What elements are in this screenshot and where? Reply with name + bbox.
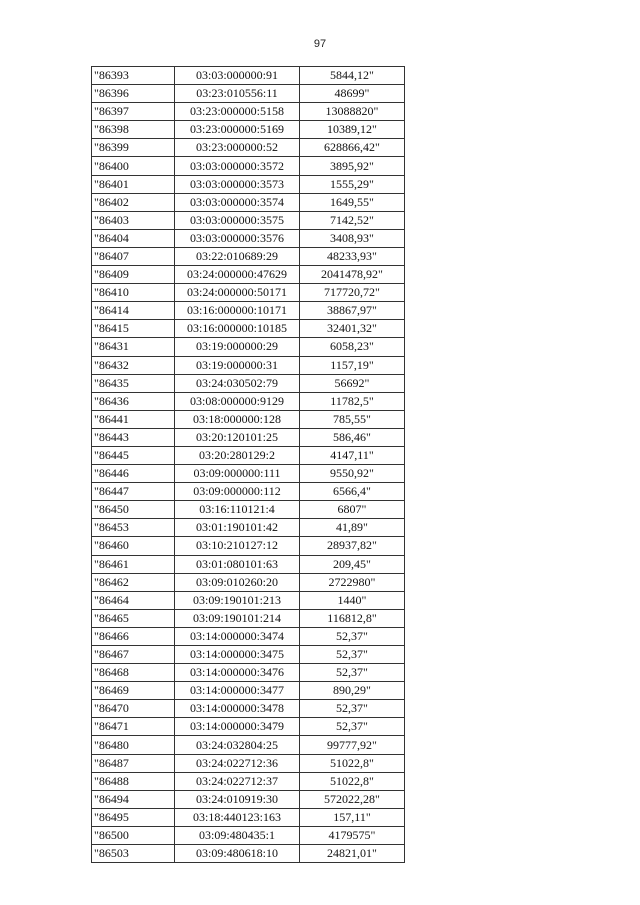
cadastral-number-cell: 03:09:000000:111 [175,465,300,483]
value-cell: 11782,5" [300,392,405,410]
table-row [92,808,405,826]
table-row [92,320,405,338]
cadastral-number-cell: 03:19:000000:31 [175,356,300,374]
record-id-cell: "86431 [92,338,175,356]
cadastral-number-cell: 03:03:000000:3572 [175,157,300,175]
table-row [92,302,405,320]
cadastral-number-cell: 03:23:000000:5169 [175,121,300,139]
value-cell: 38867,97" [300,302,405,320]
value-cell: 4179575" [300,826,405,844]
table-row [92,555,405,573]
value-cell: 24821,01" [300,845,405,863]
table-row [92,428,405,446]
cadastral-number-cell: 03:16:110121:4 [175,501,300,519]
table-row [92,519,405,537]
value-cell: 6807" [300,501,405,519]
record-id-cell: "86398 [92,121,175,139]
record-id-cell: "86480 [92,736,175,754]
table-row [92,537,405,555]
value-cell: 586,46" [300,428,405,446]
cadastral-number-cell: 03:18:440123:163 [175,808,300,826]
table-row [92,284,405,302]
record-id-cell: "86447 [92,483,175,501]
value-cell: 56692" [300,374,405,392]
record-id-cell: "86410 [92,284,175,302]
value-cell: 13088820" [300,103,405,121]
cadastral-number-cell: 03:24:022712:37 [175,772,300,790]
table-row [92,501,405,519]
value-cell: 99777,92" [300,736,405,754]
cadastral-number-cell: 03:19:000000:29 [175,338,300,356]
table-row [92,682,405,700]
cadastral-number-cell: 03:14:000000:3474 [175,627,300,645]
value-cell: 41,89" [300,519,405,537]
table-row [92,121,405,139]
value-cell: 6566,4" [300,483,405,501]
record-id-cell: "86500 [92,826,175,844]
cadastral-number-cell: 03:16:000000:10171 [175,302,300,320]
table-row [92,772,405,790]
value-cell: 5844,12" [300,67,405,85]
cadastral-number-cell: 03:24:022712:36 [175,754,300,772]
record-id-cell: "86462 [92,573,175,591]
record-id-cell: "86470 [92,700,175,718]
record-id-cell: "86443 [92,428,175,446]
record-id-cell: "86401 [92,175,175,193]
cadastral-number-cell: 03:22:010689:29 [175,247,300,265]
record-id-cell: "86487 [92,754,175,772]
cadastral-number-cell: 03:24:010919:30 [175,790,300,808]
cadastral-number-cell: 03:23:010556:11 [175,85,300,103]
record-id-cell: "86441 [92,410,175,428]
cadastral-number-cell: 03:14:000000:3477 [175,682,300,700]
record-id-cell: "86396 [92,85,175,103]
value-cell: 4147,11" [300,446,405,464]
table-row [92,754,405,772]
table-row [92,139,405,157]
cadastral-number-cell: 03:03:000000:91 [175,67,300,85]
table-row [92,446,405,464]
value-cell: 785,55" [300,410,405,428]
table-row [92,646,405,664]
table-row [92,392,405,410]
value-cell: 116812,8" [300,609,405,627]
table-row [92,247,405,265]
record-id-cell: "86494 [92,790,175,808]
value-cell: 10389,12" [300,121,405,139]
table-row [92,627,405,645]
table-row [92,157,405,175]
value-cell: 2041478,92" [300,266,405,284]
cadastral-number-cell: 03:14:000000:3476 [175,664,300,682]
value-cell: 48699" [300,85,405,103]
value-cell: 717720,72" [300,284,405,302]
table-row [92,826,405,844]
value-cell: 2722980" [300,573,405,591]
cadastral-number-cell: 03:09:190101:214 [175,609,300,627]
record-id-cell: "86402 [92,193,175,211]
table-row [92,266,405,284]
record-id-cell: "86467 [92,646,175,664]
record-id-cell: "86400 [92,157,175,175]
value-cell: 52,37" [300,718,405,736]
table-row [92,736,405,754]
table-row [92,229,405,247]
table-row [92,338,405,356]
value-cell: 6058,23" [300,338,405,356]
table-row [92,609,405,627]
value-cell: 3895,92" [300,157,405,175]
record-id-cell: "86469 [92,682,175,700]
record-id-cell: "86393 [92,67,175,85]
cadastral-number-cell: 03:03:000000:3573 [175,175,300,193]
record-id-cell: "86399 [92,139,175,157]
table-row [92,356,405,374]
value-cell: 890,29" [300,682,405,700]
record-id-cell: "86432 [92,356,175,374]
record-id-cell: "86404 [92,229,175,247]
value-cell: 51022,8" [300,754,405,772]
cadastral-number-cell: 03:08:000000:9129 [175,392,300,410]
record-id-cell: "86409 [92,266,175,284]
value-cell: 28937,82" [300,537,405,555]
cadastral-number-cell: 03:01:190101:42 [175,519,300,537]
cadastral-number-cell: 03:23:000000:52 [175,139,300,157]
value-cell: 51022,8" [300,772,405,790]
record-id-cell: "86435 [92,374,175,392]
cadastral-number-cell: 03:03:000000:3576 [175,229,300,247]
record-id-cell: "86471 [92,718,175,736]
record-id-cell: "86468 [92,664,175,682]
table-row [92,483,405,501]
cadastral-number-cell: 03:24:030502:79 [175,374,300,392]
record-id-cell: "86464 [92,591,175,609]
record-id-cell: "86461 [92,555,175,573]
record-id-cell: "86453 [92,519,175,537]
registry-table [91,66,405,863]
cadastral-number-cell: 03:14:000000:3475 [175,646,300,664]
table-row [92,790,405,808]
record-id-cell: "86503 [92,845,175,863]
table-row [92,175,405,193]
table-row [92,845,405,863]
cadastral-number-cell: 03:10:210127:12 [175,537,300,555]
record-id-cell: "86414 [92,302,175,320]
value-cell: 572022,28" [300,790,405,808]
cadastral-number-cell: 03:16:000000:10185 [175,320,300,338]
cadastral-number-cell: 03:03:000000:3574 [175,193,300,211]
record-id-cell: "86460 [92,537,175,555]
record-id-cell: "86466 [92,627,175,645]
table-row [92,718,405,736]
value-cell: 9550,92" [300,465,405,483]
cadastral-number-cell: 03:09:010260:20 [175,573,300,591]
value-cell: 628866,42" [300,139,405,157]
cadastral-number-cell: 03:09:190101:213 [175,591,300,609]
record-id-cell: "86415 [92,320,175,338]
value-cell: 209,45" [300,555,405,573]
record-id-cell: "86403 [92,211,175,229]
table-row [92,193,405,211]
cadastral-number-cell: 03:24:000000:47629 [175,266,300,284]
cadastral-number-cell: 03:09:480618:10 [175,845,300,863]
value-cell: 1440" [300,591,405,609]
record-id-cell: "86436 [92,392,175,410]
record-id-cell: "86397 [92,103,175,121]
value-cell: 3408,93" [300,229,405,247]
cadastral-number-cell: 03:20:120101:25 [175,428,300,446]
value-cell: 52,37" [300,700,405,718]
value-cell: 157,11" [300,808,405,826]
table-row [92,67,405,85]
cadastral-number-cell: 03:20:280129:2 [175,446,300,464]
value-cell: 1157,19" [300,356,405,374]
value-cell: 32401,32" [300,320,405,338]
table-row [92,573,405,591]
record-id-cell: "86445 [92,446,175,464]
cadastral-number-cell: 03:23:000000:5158 [175,103,300,121]
cadastral-number-cell: 03:14:000000:3479 [175,718,300,736]
cadastral-number-cell: 03:03:000000:3575 [175,211,300,229]
value-cell: 52,37" [300,664,405,682]
record-id-cell: "86465 [92,609,175,627]
value-cell: 1555,29" [300,175,405,193]
page-number: 97 [313,38,327,50]
table-row [92,664,405,682]
table-row [92,465,405,483]
value-cell: 52,37" [300,627,405,645]
cadastral-number-cell: 03:18:000000:128 [175,410,300,428]
table-row [92,374,405,392]
record-id-cell: "86407 [92,247,175,265]
value-cell: 52,37" [300,646,405,664]
table-row [92,700,405,718]
value-cell: 1649,55" [300,193,405,211]
table-row [92,211,405,229]
cadastral-number-cell: 03:24:000000:50171 [175,284,300,302]
cadastral-number-cell: 03:14:000000:3478 [175,700,300,718]
record-id-cell: "86446 [92,465,175,483]
value-cell: 48233,93" [300,247,405,265]
cadastral-number-cell: 03:09:000000:112 [175,483,300,501]
record-id-cell: "86495 [92,808,175,826]
record-id-cell: "86450 [92,501,175,519]
cadastral-number-cell: 03:01:080101:63 [175,555,300,573]
cadastral-number-cell: 03:24:032804:25 [175,736,300,754]
record-id-cell: "86488 [92,772,175,790]
table-row [92,410,405,428]
cadastral-number-cell: 03:09:480435:1 [175,826,300,844]
value-cell: 7142,52" [300,211,405,229]
table-row [92,103,405,121]
table-row [92,591,405,609]
table-row [92,85,405,103]
registry-table-body [92,67,405,863]
